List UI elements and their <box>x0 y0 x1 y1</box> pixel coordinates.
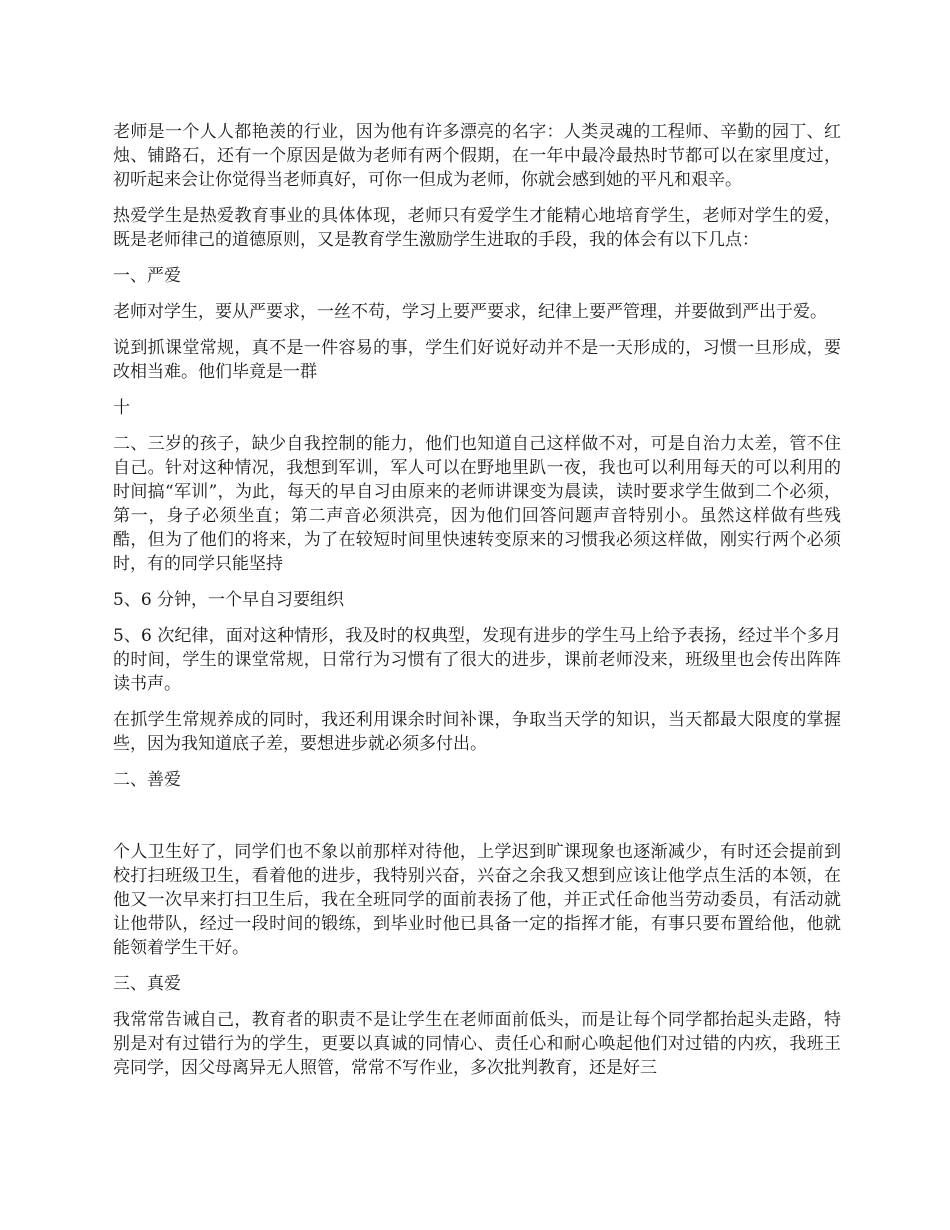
section-heading-true-love: 三、真爱 <box>113 974 181 994</box>
hygiene-progress-paragraph: 个人卫生好了，同学们也不象以前那样对待他，上学迟到旷课现象也逐渐减少，有时还会提前到校打扫班级卫生，看着他的进步，我特别兴奋，兴奋之余我又想到应该让他学点生活的本领，在他又一次早来打扫卫生后，我在全班同学的面前表扬了他，并正式任命他当劳动委员，有活动就让他带队，经过一段时间的锻练，到毕业时他已具备一定的指挥才能，有事只要布置给他，他就能领着学生干好。 <box>113 842 841 958</box>
section-heading-strict-love: 一、严爱 <box>113 266 181 286</box>
section-heading-kind-love: 二、善爱 <box>113 770 181 790</box>
classroom-routine-paragraph: 说到抓课堂常规，真不是一件容易的事，学生们好说好动并不是一天形成的，习惯一旦形成，要改相当难。他们毕竟是一群 <box>113 338 841 382</box>
document-page <box>113 120 841 1092</box>
military-training-paragraph: 二、三岁的孩子，缺少自我控制的能力，他们也知道自己这样做不对，可是自治力太差，管不住自己。针对这种情况，我想到军训，军人可以在野地里趴一夜，我也可以利用每天的可以利用的时间搞“军训”，为此，每天的早自习由原来的老师讲课变为晨读，读时要求学生做到二个必须，第一，身子必须坐直；第二声音必须洪亮，因为他们回答问题声音特别小。虽然这样做有些残酷，但为了他们的将来，为了在较短时间里快速转变原来的习惯我必须这样做，刚实行两个必须时，有的同学只能坚持 <box>113 434 841 574</box>
discipline-progress-paragraph: 5、6 次纪律，面对这种情形，我及时的权典型，发现有进步的学生马上给予表扬，经过半个多月的时间，学生的课堂常规，日常行为习惯有了很大的进步，课前老师没来，班级里也会传出阵阵读书声。 <box>113 626 841 694</box>
fragment-ten: 十 <box>113 398 130 418</box>
tutoring-paragraph: 在抓学生常规养成的同时，我还利用课余时间补课，争取当天学的知识，当天都最大限度的掌握些，因为我知道底子差，要想进步就必须多付出。 <box>113 710 841 754</box>
morning-study-fragment: 5、6 分钟，一个早自习要组织 <box>113 590 345 610</box>
intro-paragraph: 老师是一个人人都艳羡的行业，因为他有许多漂亮的名字：人类灵魂的工程师、辛勤的园丁、红烛、铺路石，还有一个原因是做为老师有两个假期，在一年中最冷最热时节都可以在家里度过，初听起来会让你觉得当老师真好，可你一但成为老师，你就会感到她的平凡和艰辛。 <box>113 122 841 190</box>
educator-duty-paragraph: 我常常告诫自己，教育者的职责不是让学生在老师面前低头，而是让每个同学都抬起头走路，特别是对有过错行为的学生，更要以真诚的同情心、责任心和耐心唤起他们对过错的内疚，我班王亮同学，因父母离异无人照管，常常不写作业，多次批判教育，还是好三 <box>113 1010 841 1078</box>
love-students-paragraph: 热爱学生是热爱教育事业的具体体现，老师只有爱学生才能精心地培育学生，老师对学生的爱，既是老师律己的道德原则，又是教育学生激励学生进取的手段，我的体会有以下几点： <box>113 206 841 250</box>
strict-requirements-paragraph: 老师对学生，要从严要求，一丝不苟，学习上要严要求，纪律上要严管理，并要做到严出于爱。 <box>113 302 827 322</box>
